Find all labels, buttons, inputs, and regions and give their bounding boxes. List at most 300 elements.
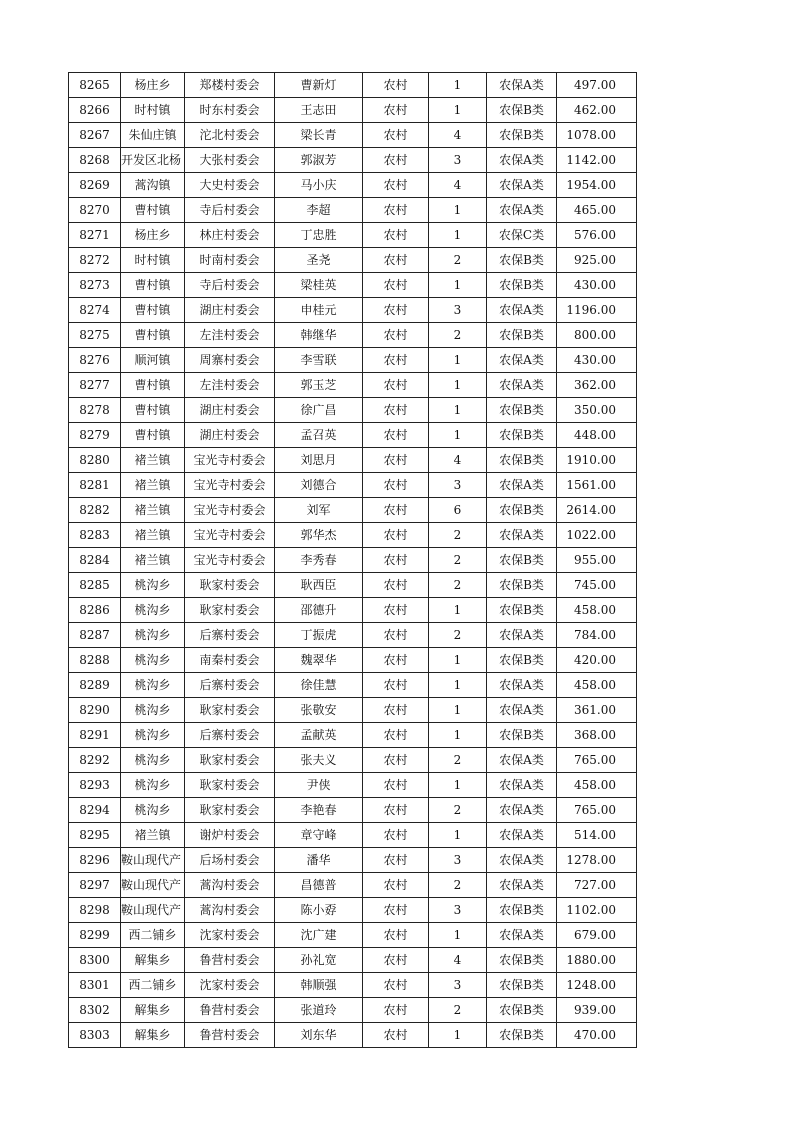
amount-cell: 784.00 [557,623,637,648]
record-number-cell: 8270 [69,198,121,223]
village-committee-cell: 时东村委会 [185,98,275,123]
township-cell: 鞍山现代产 [121,848,185,873]
township-cell: 朱仙庄镇 [121,123,185,148]
household-type-cell: 农村 [363,423,429,448]
household-type-cell: 农村 [363,873,429,898]
amount-cell: 1561.00 [557,473,637,498]
table-row [69,773,637,798]
township-cell: 解集乡 [121,998,185,1023]
record-number-cell: 8282 [69,498,121,523]
person-name-cell: 丁振虎 [275,623,363,648]
table-row [69,873,637,898]
insurance-class-cell: 农保A类 [487,698,557,723]
amount-cell: 448.00 [557,423,637,448]
household-size-cell: 1 [429,773,487,798]
person-name-cell: 邵德升 [275,598,363,623]
township-cell: 桃沟乡 [121,698,185,723]
record-number-cell: 8303 [69,1023,121,1048]
household-type-cell: 农村 [363,823,429,848]
table-row [69,423,637,448]
insurance-class-cell: 农保B类 [487,1023,557,1048]
insurance-class-cell: 农保A类 [487,373,557,398]
amount-cell: 1954.00 [557,173,637,198]
insurance-class-cell: 农保B类 [487,273,557,298]
record-number-cell: 8266 [69,98,121,123]
record-number-cell: 8286 [69,598,121,623]
township-cell: 褚兰镇 [121,448,185,473]
household-type-cell: 农村 [363,573,429,598]
person-name-cell: 孟召英 [275,423,363,448]
household-type-cell: 农村 [363,298,429,323]
village-committee-cell: 耿家村委会 [185,748,275,773]
amount-cell: 1248.00 [557,973,637,998]
township-cell: 桃沟乡 [121,648,185,673]
insurance-class-cell: 农保A类 [487,298,557,323]
village-committee-cell: 后寨村委会 [185,723,275,748]
township-cell: 时村镇 [121,248,185,273]
insurance-class-cell: 农保A类 [487,748,557,773]
person-name-cell: 郭玉芝 [275,373,363,398]
township-cell: 蒿沟镇 [121,173,185,198]
household-size-cell: 2 [429,548,487,573]
household-type-cell: 农村 [363,373,429,398]
table-row [69,523,637,548]
amount-cell: 679.00 [557,923,637,948]
person-name-cell: 刘德合 [275,473,363,498]
household-type-cell: 农村 [363,1023,429,1048]
person-name-cell: 李艳春 [275,798,363,823]
village-committee-cell: 左洼村委会 [185,323,275,348]
household-size-cell: 2 [429,998,487,1023]
household-size-cell: 1 [429,598,487,623]
village-committee-cell: 湖庄村委会 [185,298,275,323]
village-committee-cell: 鲁营村委会 [185,998,275,1023]
village-committee-cell: 宝光寺村委会 [185,448,275,473]
township-cell: 褚兰镇 [121,498,185,523]
township-cell: 曹村镇 [121,398,185,423]
table-row [69,498,637,523]
household-type-cell: 农村 [363,123,429,148]
table-row [69,598,637,623]
insurance-class-cell: 农保B类 [487,598,557,623]
village-committee-cell: 耿家村委会 [185,798,275,823]
record-number-cell: 8283 [69,523,121,548]
household-type-cell: 农村 [363,598,429,623]
insurance-class-cell: 农保B类 [487,323,557,348]
household-type-cell: 农村 [363,698,429,723]
household-size-cell: 4 [429,448,487,473]
person-name-cell: 梁桂英 [275,273,363,298]
village-committee-cell: 沱北村委会 [185,123,275,148]
household-type-cell: 农村 [363,973,429,998]
household-type-cell: 农村 [363,948,429,973]
household-size-cell: 1 [429,698,487,723]
amount-cell: 765.00 [557,748,637,773]
household-size-cell: 1 [429,673,487,698]
record-number-cell: 8300 [69,948,121,973]
record-number-cell: 8275 [69,323,121,348]
household-size-cell: 2 [429,798,487,823]
amount-cell: 1022.00 [557,523,637,548]
person-name-cell: 圣尧 [275,248,363,273]
table-row [69,148,637,173]
table-row [69,723,637,748]
household-size-cell: 1 [429,1023,487,1048]
township-cell: 西二铺乡 [121,923,185,948]
record-number-cell: 8276 [69,348,121,373]
township-cell: 杨庄乡 [121,223,185,248]
insurance-class-cell: 农保A类 [487,923,557,948]
township-cell: 顺河镇 [121,348,185,373]
township-cell: 桃沟乡 [121,598,185,623]
household-size-cell: 2 [429,323,487,348]
township-cell: 解集乡 [121,1023,185,1048]
household-size-cell: 1 [429,73,487,98]
household-size-cell: 2 [429,623,487,648]
insurance-class-cell: 农保B类 [487,123,557,148]
person-name-cell: 魏翠华 [275,648,363,673]
amount-cell: 1196.00 [557,298,637,323]
amount-cell: 939.00 [557,998,637,1023]
village-committee-cell: 后寨村委会 [185,673,275,698]
household-size-cell: 1 [429,198,487,223]
person-name-cell: 耿西臣 [275,573,363,598]
person-name-cell: 刘东华 [275,1023,363,1048]
amount-cell: 458.00 [557,673,637,698]
township-cell: 桃沟乡 [121,723,185,748]
insurance-class-cell: 农保B类 [487,998,557,1023]
village-committee-cell: 鲁营村委会 [185,1023,275,1048]
household-type-cell: 农村 [363,98,429,123]
township-cell: 桃沟乡 [121,673,185,698]
township-cell: 曹村镇 [121,323,185,348]
table-row [69,273,637,298]
village-committee-cell: 林庄村委会 [185,223,275,248]
person-name-cell: 章守峰 [275,823,363,848]
record-number-cell: 8272 [69,248,121,273]
household-type-cell: 农村 [363,848,429,873]
household-type-cell: 农村 [363,723,429,748]
insurance-class-cell: 农保A类 [487,148,557,173]
household-type-cell: 农村 [363,273,429,298]
table-row [69,573,637,598]
record-number-cell: 8267 [69,123,121,148]
household-size-cell: 1 [429,273,487,298]
amount-cell: 1880.00 [557,948,637,973]
table-row [69,623,637,648]
township-cell: 桃沟乡 [121,773,185,798]
amount-cell: 462.00 [557,98,637,123]
table-row [69,923,637,948]
village-committee-cell: 鲁营村委会 [185,948,275,973]
table-row [69,248,637,273]
amount-cell: 458.00 [557,598,637,623]
household-type-cell: 农村 [363,198,429,223]
amount-cell: 1102.00 [557,898,637,923]
table-row [69,73,637,98]
record-number-cell: 8301 [69,973,121,998]
record-number-cell: 8265 [69,73,121,98]
amount-cell: 576.00 [557,223,637,248]
record-number-cell: 8289 [69,673,121,698]
person-name-cell: 郭华杰 [275,523,363,548]
table-row [69,448,637,473]
insurance-class-cell: 农保A类 [487,773,557,798]
record-number-cell: 8293 [69,773,121,798]
table-row [69,748,637,773]
village-committee-cell: 湖庄村委会 [185,423,275,448]
household-size-cell: 1 [429,373,487,398]
household-size-cell: 2 [429,873,487,898]
insurance-class-cell: 农保A类 [487,623,557,648]
table-row [69,473,637,498]
amount-cell: 465.00 [557,198,637,223]
person-name-cell: 孙礼宽 [275,948,363,973]
record-number-cell: 8287 [69,623,121,648]
township-cell: 褚兰镇 [121,473,185,498]
village-committee-cell: 宝光寺村委会 [185,548,275,573]
insurance-class-cell: 农保A类 [487,73,557,98]
record-number-cell: 8278 [69,398,121,423]
insurance-class-cell: 农保A类 [487,823,557,848]
village-committee-cell: 大张村委会 [185,148,275,173]
household-size-cell: 3 [429,898,487,923]
household-size-cell: 1 [429,348,487,373]
person-name-cell: 张敬安 [275,698,363,723]
person-name-cell: 陈小孬 [275,898,363,923]
household-size-cell: 2 [429,748,487,773]
township-cell: 桃沟乡 [121,573,185,598]
person-name-cell: 张道玲 [275,998,363,1023]
household-type-cell: 农村 [363,898,429,923]
household-size-cell: 1 [429,398,487,423]
household-size-cell: 1 [429,648,487,673]
village-committee-cell: 寺后村委会 [185,273,275,298]
household-size-cell: 1 [429,923,487,948]
amount-cell: 1278.00 [557,848,637,873]
household-size-cell: 3 [429,298,487,323]
household-type-cell: 农村 [363,623,429,648]
person-name-cell: 韩继华 [275,323,363,348]
village-committee-cell: 后寨村委会 [185,623,275,648]
household-type-cell: 农村 [363,498,429,523]
table-row [69,823,637,848]
amount-cell: 430.00 [557,273,637,298]
amount-cell: 361.00 [557,698,637,723]
household-size-cell: 3 [429,473,487,498]
amount-cell: 514.00 [557,823,637,848]
insurance-class-cell: 农保B类 [487,648,557,673]
township-cell: 桃沟乡 [121,623,185,648]
record-number-cell: 8281 [69,473,121,498]
person-name-cell: 张夫义 [275,748,363,773]
person-name-cell: 韩顺强 [275,973,363,998]
township-cell: 杨庄乡 [121,73,185,98]
household-type-cell: 农村 [363,748,429,773]
person-name-cell: 丁忠胜 [275,223,363,248]
township-cell: 开发区北杨 [121,148,185,173]
table-row [69,323,637,348]
insurance-class-cell: 农保B类 [487,248,557,273]
household-type-cell: 农村 [363,548,429,573]
table-row [69,548,637,573]
insurance-class-cell: 农保B类 [487,423,557,448]
village-committee-cell: 湖庄村委会 [185,398,275,423]
village-committee-cell: 蒿沟村委会 [185,873,275,898]
table-row [69,98,637,123]
township-cell: 褚兰镇 [121,523,185,548]
record-number-cell: 8297 [69,873,121,898]
insurance-class-cell: 农保B类 [487,98,557,123]
table-row [69,373,637,398]
amount-cell: 1078.00 [557,123,637,148]
record-number-cell: 8277 [69,373,121,398]
table-row [69,173,637,198]
household-type-cell: 农村 [363,523,429,548]
insurance-class-cell: 农保A类 [487,173,557,198]
amount-cell: 350.00 [557,398,637,423]
person-name-cell: 马小庆 [275,173,363,198]
table-row [69,898,637,923]
household-type-cell: 农村 [363,323,429,348]
township-cell: 曹村镇 [121,423,185,448]
household-size-cell: 4 [429,948,487,973]
amount-cell: 430.00 [557,348,637,373]
record-number-cell: 8269 [69,173,121,198]
household-size-cell: 1 [429,823,487,848]
record-number-cell: 8288 [69,648,121,673]
amount-cell: 745.00 [557,573,637,598]
amount-cell: 470.00 [557,1023,637,1048]
insurance-class-cell: 农保A类 [487,348,557,373]
table-row [69,1023,637,1048]
table-row [69,948,637,973]
table-row [69,398,637,423]
record-number-cell: 8290 [69,698,121,723]
record-number-cell: 8274 [69,298,121,323]
village-committee-cell: 沈家村委会 [185,973,275,998]
person-name-cell: 李秀春 [275,548,363,573]
table-row [69,848,637,873]
insurance-class-cell: 农保A类 [487,848,557,873]
household-size-cell: 3 [429,973,487,998]
record-number-cell: 8291 [69,723,121,748]
township-cell: 西二铺乡 [121,973,185,998]
village-committee-cell: 蒿沟村委会 [185,898,275,923]
insurance-class-cell: 农保B类 [487,973,557,998]
record-number-cell: 8280 [69,448,121,473]
insurance-class-cell: 农保C类 [487,223,557,248]
household-type-cell: 农村 [363,998,429,1023]
village-committee-cell: 宝光寺村委会 [185,498,275,523]
person-name-cell: 李超 [275,198,363,223]
person-name-cell: 尹侠 [275,773,363,798]
village-committee-cell: 耿家村委会 [185,698,275,723]
insurance-class-cell: 农保B类 [487,398,557,423]
assistance-roster-table [68,72,637,1048]
township-cell: 时村镇 [121,98,185,123]
household-size-cell: 2 [429,573,487,598]
table-row [69,998,637,1023]
table-row [69,973,637,998]
household-size-cell: 1 [429,98,487,123]
household-type-cell: 农村 [363,773,429,798]
amount-cell: 955.00 [557,548,637,573]
township-cell: 曹村镇 [121,298,185,323]
insurance-class-cell: 农保B类 [487,498,557,523]
insurance-class-cell: 农保A类 [487,798,557,823]
person-name-cell: 徐广昌 [275,398,363,423]
village-committee-cell: 南秦村委会 [185,648,275,673]
household-type-cell: 农村 [363,673,429,698]
amount-cell: 925.00 [557,248,637,273]
household-size-cell: 3 [429,148,487,173]
table-row [69,698,637,723]
village-committee-cell: 周寨村委会 [185,348,275,373]
insurance-class-cell: 农保B类 [487,548,557,573]
table-row [69,798,637,823]
insurance-class-cell: 农保A类 [487,473,557,498]
table-row [69,298,637,323]
household-size-cell: 1 [429,223,487,248]
household-type-cell: 农村 [363,798,429,823]
village-committee-cell: 沈家村委会 [185,923,275,948]
household-type-cell: 农村 [363,148,429,173]
household-size-cell: 2 [429,248,487,273]
insurance-class-cell: 农保B类 [487,948,557,973]
village-committee-cell: 宝光寺村委会 [185,523,275,548]
amount-cell: 1142.00 [557,148,637,173]
person-name-cell: 王志田 [275,98,363,123]
village-committee-cell: 左洼村委会 [185,373,275,398]
household-type-cell: 农村 [363,648,429,673]
person-name-cell: 刘军 [275,498,363,523]
village-committee-cell: 宝光寺村委会 [185,473,275,498]
amount-cell: 458.00 [557,773,637,798]
table-row [69,198,637,223]
household-type-cell: 农村 [363,398,429,423]
record-number-cell: 8292 [69,748,121,773]
record-number-cell: 8302 [69,998,121,1023]
record-number-cell: 8273 [69,273,121,298]
township-cell: 解集乡 [121,948,185,973]
amount-cell: 765.00 [557,798,637,823]
record-number-cell: 8279 [69,423,121,448]
amount-cell: 2614.00 [557,498,637,523]
record-number-cell: 8271 [69,223,121,248]
village-committee-cell: 谢炉村委会 [185,823,275,848]
person-name-cell: 申桂元 [275,298,363,323]
table-row [69,648,637,673]
household-type-cell: 农村 [363,348,429,373]
household-type-cell: 农村 [363,223,429,248]
insurance-class-cell: 农保B类 [487,723,557,748]
insurance-class-cell: 农保A类 [487,198,557,223]
record-number-cell: 8294 [69,798,121,823]
person-name-cell: 潘华 [275,848,363,873]
village-committee-cell: 耿家村委会 [185,573,275,598]
insurance-class-cell: 农保B类 [487,573,557,598]
household-type-cell: 农村 [363,248,429,273]
household-type-cell: 农村 [363,923,429,948]
record-number-cell: 8268 [69,148,121,173]
table-row [69,223,637,248]
insurance-class-cell: 农保B类 [487,898,557,923]
household-size-cell: 1 [429,423,487,448]
person-name-cell: 梁长青 [275,123,363,148]
household-type-cell: 农村 [363,448,429,473]
village-committee-cell: 郑楼村委会 [185,73,275,98]
